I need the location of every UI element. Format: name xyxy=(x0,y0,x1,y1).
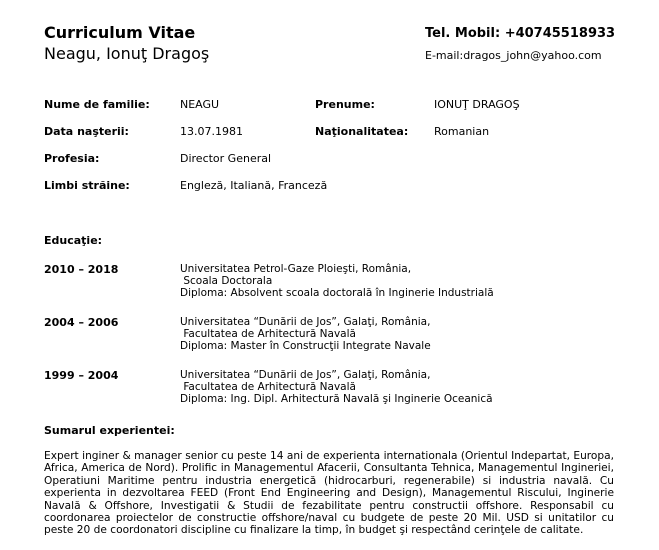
education-diploma: Diploma: Ing. Dipl. Arhitectură Navală şi Inginerie Oceanică xyxy=(180,393,493,405)
profession-label: Profesia: xyxy=(44,152,100,165)
education-faculty: Scoala Doctorala xyxy=(180,275,273,287)
education-institution: Universitatea “Dunării de Jos”, Galaţi, România, xyxy=(180,369,431,381)
firstname-label: Prenume: xyxy=(315,98,375,111)
education-diploma: Diploma: Absolvent scoala doctorală în Inginerie Industrială xyxy=(180,287,494,299)
education-heading: Educaţie: xyxy=(44,234,103,247)
nationality-value: Romanian xyxy=(434,125,490,138)
cv-title: Curriculum Vitae xyxy=(44,23,196,42)
nationality-label: Naţionalitatea: xyxy=(315,125,409,138)
experience-heading: Sumarul experientei: xyxy=(44,424,175,437)
birthdate-label: Data naşterii: xyxy=(44,125,129,138)
education-faculty: Facultatea de Arhitectură Navală xyxy=(180,381,356,393)
education-faculty: Facultatea de Arhitectură Navală xyxy=(180,328,356,340)
education-diploma: Diploma: Master în Construcţii Integrate Navale xyxy=(180,340,431,352)
surname-label: Nume de familie: xyxy=(44,98,150,111)
firstname-value: IONUŢ DRAGOŞ xyxy=(434,98,520,111)
education-years: 2004 – 2006 xyxy=(44,316,119,329)
education-entry xyxy=(180,316,431,352)
profession-value: Director General xyxy=(180,152,272,165)
experience-summary: Expert inginer & manager senior cu peste 14 ani de experienta internationala (Orientul Indepartat, Europa, Africa, America de Nord). Prolific in Managementul Afacerii, Consultanta Tehnica, Managementul Ingineriei, Operatiuni Maritime pentru industria energetică (hidrocarburi, regenerabile) si industria navală. Cu experienta in dezvoltarea FEED (Front End Engineering and Design), Managementul Riscului, Inginerie Navală & Offshore, Investigatii & Studii de fezabilitate pentru constructii offshore. Responsabil cu coordonarea proiectelor de constructie offshore/naval cu budgete de peste 20 Mil. USD si unitatilor cu peste 20 de coordonatori discipline cu finalizare la timp, în budget şi respectând cerinţele de calitate. xyxy=(44,450,614,537)
surname-value: NEAGU xyxy=(180,98,220,111)
education-entry xyxy=(180,369,493,405)
education-years: 1999 – 2004 xyxy=(44,369,119,382)
education-institution: Universitatea “Dunării de Jos”, Galaţi, România, xyxy=(180,316,431,328)
phone-number: Tel. Mobil: +40745518933 xyxy=(425,26,616,41)
birthdate-value: 13.07.1981 xyxy=(180,125,243,138)
education-years: 2010 – 2018 xyxy=(44,263,119,276)
cv-person-name: Neagu, Ionuţ Dragoş xyxy=(44,44,210,63)
education-institution: Universitatea Petrol-Gaze Ploieşti, România, xyxy=(180,263,412,275)
email-address: E-mail:dragos_john@yahoo.com xyxy=(425,49,602,62)
languages-label: Limbi străine: xyxy=(44,179,130,192)
languages-value: Engleză, Italiană, Franceză xyxy=(180,179,328,192)
education-entry xyxy=(180,263,494,299)
